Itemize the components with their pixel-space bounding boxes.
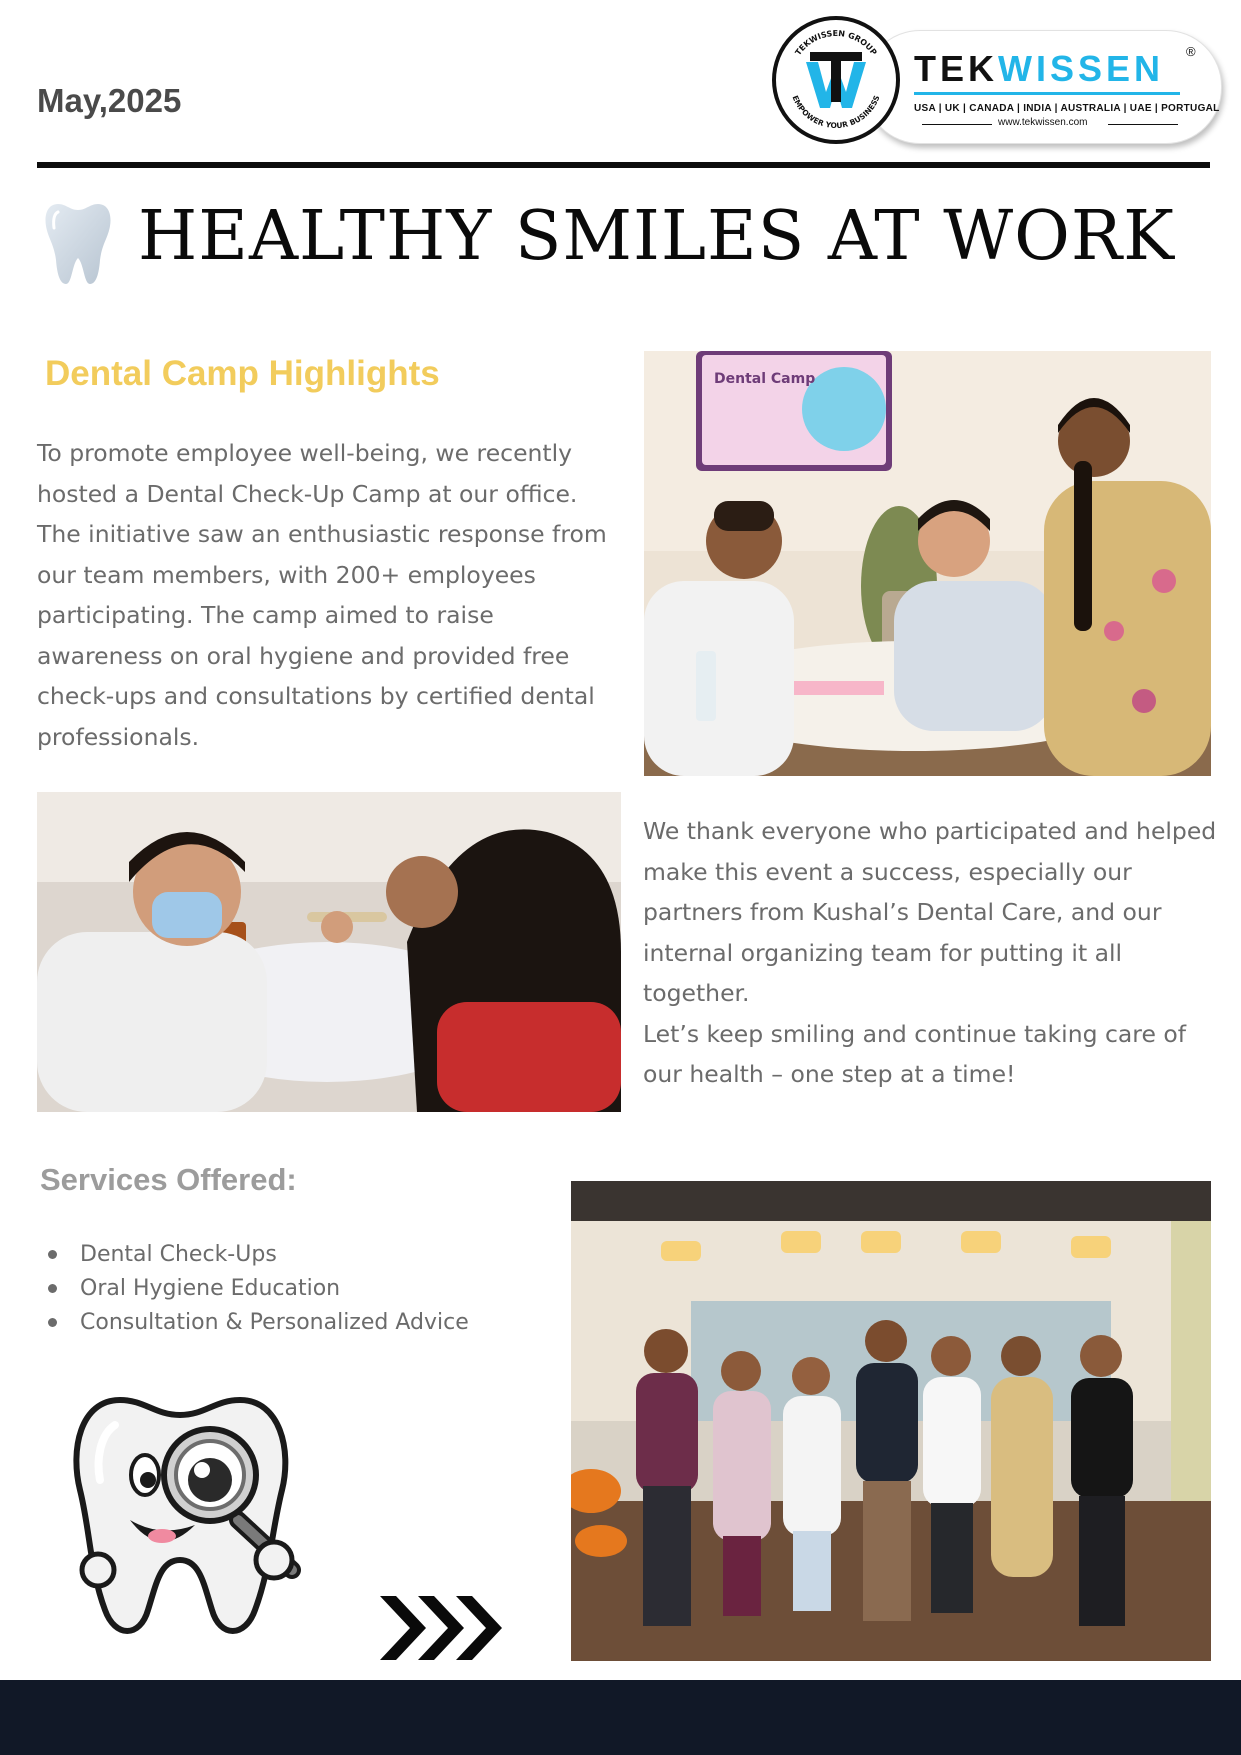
photo-dental-examination-art	[37, 792, 621, 1112]
header-divider	[37, 162, 1210, 168]
logo-dash-left	[922, 124, 992, 125]
registered-mark: ®	[1186, 44, 1196, 59]
logo-underline	[914, 92, 1180, 95]
thanks-paragraph-2: Let’s keep smiling and continue taking care of our health – one step at a time!	[643, 1019, 1187, 1088]
logo-countries: USA | UK | CANADA | INDIA | AUSTRALIA | UAE | PORTUGAL	[914, 103, 1220, 114]
page-headline: HEALTHY SMILES AT WORK	[138, 197, 1175, 276]
tooth-mascot-icon	[60, 1370, 330, 1645]
svg-text:Dental Camp: Dental Camp	[714, 371, 816, 387]
svg-text:EMPOWER YOUR BUSINESS: EMPOWER YOUR BUSINESS	[790, 94, 882, 131]
highlights-body: To promote employee well-being, we recently hosted a Dental Check-Up Camp at our office. The initiative saw an enthusiastic response from our team members, with 200+ employees participating. The camp aimed to raise awareness on oral hygiene and provided free check-ups and consultations by certified dental professionals.	[37, 439, 607, 751]
list-item: Consultation & Personalized Advice	[40, 1306, 469, 1340]
services-title: Services Offered:	[40, 1162, 297, 1197]
photo-team-group-art	[571, 1181, 1211, 1661]
photo-dental-consultation	[644, 351, 1211, 776]
logo-emblem	[772, 16, 900, 144]
logo-website: www.tekwissen.com	[998, 117, 1088, 128]
list-item: Oral Hygiene Education	[40, 1272, 469, 1306]
logo-wordmark-wissen: WISSEN	[998, 48, 1165, 89]
logo-emblem-art	[776, 20, 896, 140]
highlights-title: Dental Camp Highlights	[45, 354, 440, 393]
services-list	[40, 1238, 469, 1340]
footer-bar	[0, 1680, 1241, 1755]
thanks-paragraph-1: We thank everyone who participated and helped make this event a success, especially our partners from Kushal’s Dental Care, and our internal organizing team for putting it all together.	[643, 817, 1217, 1007]
triple-chevron-right-icon	[380, 1596, 505, 1660]
thanks-text	[643, 811, 1217, 1095]
svg-text:TEKWISSEN GROUP: TEKWISSEN GROUP	[793, 28, 879, 58]
issue-date: May,2025	[37, 82, 182, 119]
company-logo	[772, 16, 1222, 151]
logo-wordmark-tek: TEK	[914, 48, 998, 89]
photo-dental-consultation-art	[644, 351, 1211, 776]
list-item: Dental Check-Ups	[40, 1238, 469, 1272]
photo-dental-examination	[37, 792, 621, 1112]
photo-team-group	[571, 1181, 1211, 1661]
logo-dash-right	[1108, 124, 1178, 125]
tooth-icon	[44, 200, 112, 286]
logo-wordmark	[914, 48, 1164, 90]
